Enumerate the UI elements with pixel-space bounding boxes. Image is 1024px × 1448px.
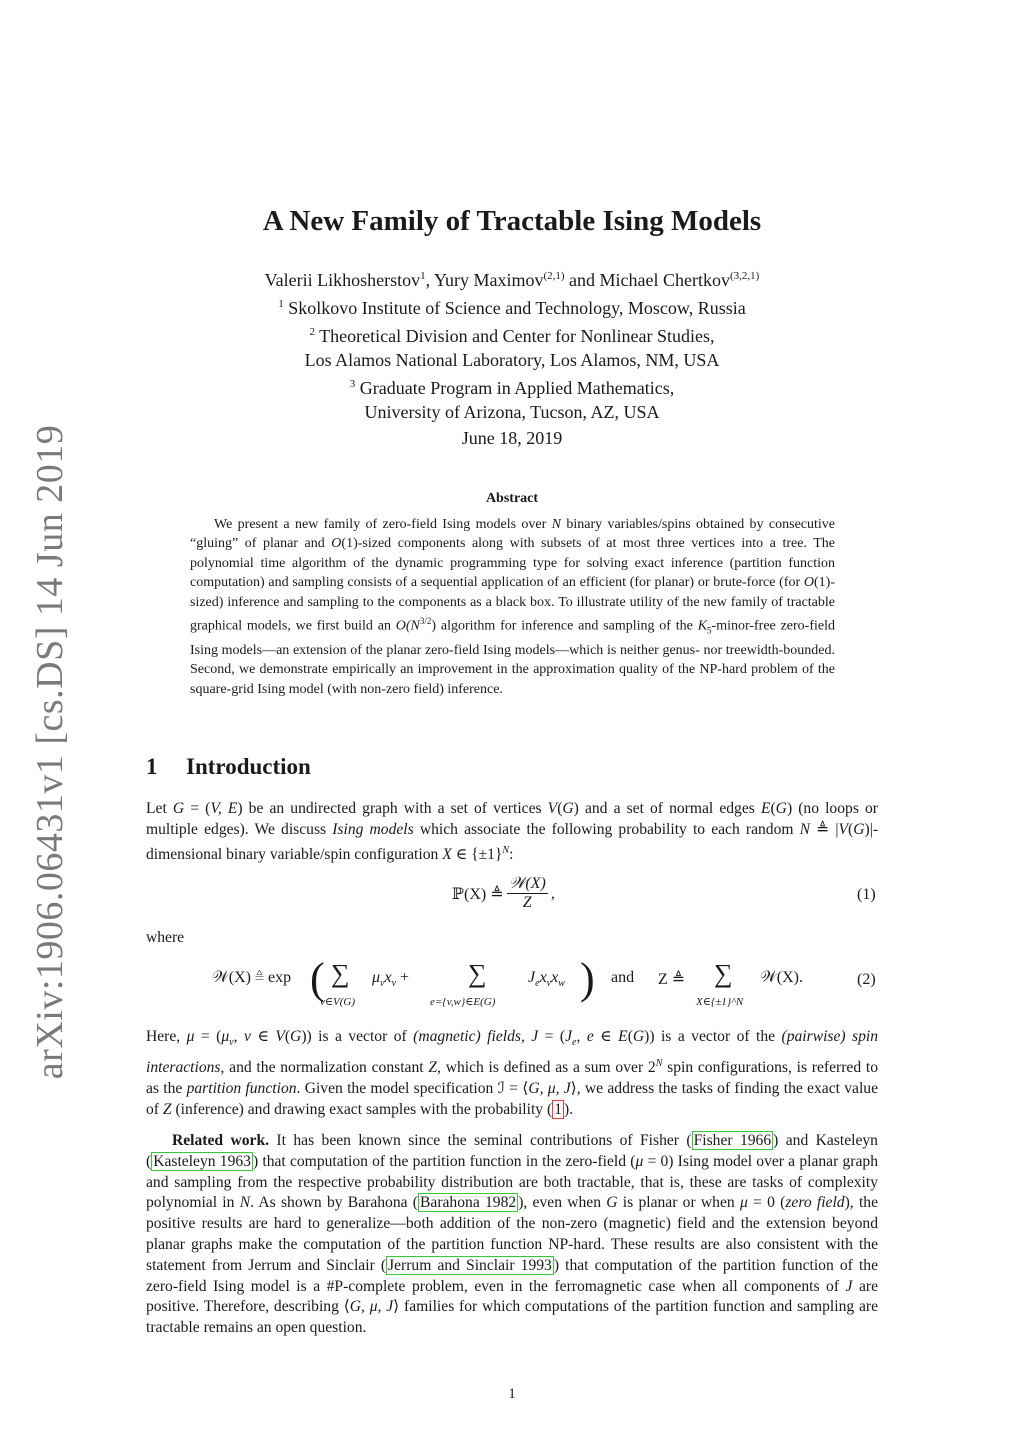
summation-subscript: e={v,w}∈E(G) — [430, 996, 496, 1008]
sum-term: 𝒲(X). — [760, 969, 803, 986]
author-affiliation-mark: 1 — [420, 270, 426, 282]
author-name: Valerii Likhosherstov — [264, 270, 421, 290]
abstract-text: (1)-sized) inference and sampling to the components as a black box. To illustrate utility of the new family of tractable graphical models, we first build an — [190, 575, 835, 634]
author-line — [0, 264, 1024, 292]
sum-term: $J_ex_vx_w$ — [528, 969, 565, 990]
left-parenthesis: ( — [310, 954, 325, 1003]
affiliation-3 — [0, 372, 1024, 400]
equation-2 — [212, 955, 852, 1013]
paper-title: A New Family of Tractable Ising Models — [262, 205, 762, 237]
arxiv-identifier-text: arXiv:1906.06431v1 [cs.DS] 14 Jun 2019 — [29, 424, 71, 1080]
intro-paragraph-2: Here, $\mu = (\mu_v$, v ∈ V(G)) is a vector of (magnetic) fields, $J = (J_e$, e ∈ E(G)) is a vector of the (pairwise) spin interactions, and the normalization constant Z, which is defined as a sum over $2^N$ spin configurations, is referred to as the partition function. Given the model specification ℐ = ⟨G, μ, J⟩, we address the tasks of finding the exact value of Z (inference) and drawing exact samples with the probability ( 1 ). — [146, 1028, 879, 1118]
abstract-text: algorithm for inference and sampling of the — [436, 618, 698, 634]
affiliation-1 — [0, 292, 1024, 320]
affiliation-2-line-2: Los Alamos National Laboratory, Los Alamos, NM, USA — [304, 350, 720, 370]
math-symbol: N — [551, 517, 561, 532]
affiliation-3-line-2: University of Arizona, Tucson, AZ, USA — [364, 402, 660, 422]
intro-paragraph-3: Related work. It has been known since the seminal contributions of Fisher ( Fisher 1966 ) and Kasteleyn ( Kasteleyn 1963 ) that computation of the partition function in the zero-field (μ = 0) Ising model over a planar graph and sampling from the respective probability distribution are both tractable, that is, these are tasks of complexity polynomial in N. As shown by Barahona ( Barahona 1982 ), even when G is planar or when μ = 0 (zero field), the positive results are hard to generalize—both addition of the non-zero (magnetic) field and the extension beyond planar graphs make the computation of the partition function NP-hard. These results are also consistent with the statement from Jerrum and Sinclair ( Jerrum and Sinclair 1993 ) that computation of the partition function of the zero-field Ising model is a #P-complete problem, even in the ferromagnetic case when all components of J are positive. Therefore, describing ⟨G, μ, J⟩ families for which computations of the partition function and sampling are tractable remains an open question. — [146, 1132, 879, 1337]
author-separator: , — [425, 270, 434, 290]
equation-reference-link[interactable]: 1 — [554, 1100, 562, 1118]
affiliation-2 — [0, 320, 1024, 348]
equation-number-1: (1) — [857, 886, 876, 903]
author-name: Michael Chertkov — [599, 270, 731, 290]
intro-paragraph-1: Let G = (V, E) be an undirected graph with a set of vertices V(G) and a set of normal edges E(G) (no loops or multiple edges). We discuss Ising models which associate the following probability to each random N ≜ |V(G)|-dimensional binary variable/spin configuration X ∈ $\{\pm 1\}^N$: — [146, 800, 879, 863]
author-affiliation-mark: (2,1) — [543, 270, 565, 282]
abstract-text: (1)-sized components along with subsets of at most three vertices into a tree. The polynomial time algorithm of the dynamic programming type for solving exact inference (partition function computation) and sampling consists of a sequential application of an efficient (for planar) or brute-force (for — [190, 536, 836, 591]
math-symbol: K — [697, 618, 708, 634]
author-name: Yury Maximov — [433, 270, 544, 290]
equation-z: Z ≜ — [658, 971, 686, 988]
equation-and: and — [611, 969, 635, 986]
affiliation-text: Theoretical Division and Center for Nonlinear Studies, — [319, 326, 715, 346]
section-heading — [146, 754, 311, 780]
summation-subscript: X∈{±1}^N — [696, 996, 744, 1008]
author-affiliation-mark: (3,2,1) — [730, 270, 760, 282]
affiliation-text: Graduate Program in Applied Mathematics, — [359, 378, 675, 398]
equation-fraction — [507, 875, 548, 912]
summation-symbol: ∑ — [714, 959, 733, 988]
sum-term: $\mu_vx_v$ + — [372, 969, 410, 990]
publication-date: June 18, 2019 — [461, 428, 563, 448]
citation-link[interactable]: Barahona 1982 — [420, 1194, 517, 1212]
paragraph-lead: Related work. — [172, 1132, 270, 1149]
fraction-denominator: Z — [522, 894, 532, 911]
section-number: 1 — [146, 754, 158, 779]
author-separator: and — [564, 270, 600, 290]
math-exponent: 3/2 — [419, 616, 432, 627]
math-symbol: O(N — [395, 618, 420, 634]
affiliation-mark: 3 — [349, 378, 356, 390]
fraction-numerator: 𝒲(X) — [508, 875, 546, 892]
citation-link[interactable]: Jerrum and Sinclair 1993 — [388, 1256, 552, 1274]
equation-1 — [452, 875, 555, 912]
math-symbol: ) — [431, 618, 437, 634]
right-parenthesis: ) — [580, 954, 595, 1003]
equation-number-2: (2) — [857, 971, 876, 988]
summation-subscript: v∈V(G) — [320, 996, 356, 1008]
page-number: 1 — [508, 1386, 516, 1402]
equation-lhs: 𝒲(X) ≜ exp — [212, 969, 292, 986]
equation-tail: , — [550, 884, 555, 902]
abstract-text: We present a new family of zero-field Ising models over — [214, 517, 552, 532]
equation-lhs: ℙ(X) ≜ — [452, 885, 504, 903]
where-label: where — [146, 929, 185, 946]
section-title: Introduction — [186, 754, 311, 779]
affiliation-mark: 2 — [309, 326, 315, 338]
abstract-text: -minor-free zero-field Ising models—an extension of the planar zero-field Ising models—which is neither genus- nor treewidth-bounded. Second, we demonstrate empirically an improvement in the approximation quality of the NP-hard problem of the square-grid Ising model (with non-zero field) inference. — [190, 618, 835, 697]
summation-symbol: ∑ — [331, 959, 350, 988]
author-block — [0, 264, 1024, 424]
abstract-body — [190, 515, 835, 699]
math-symbol: O — [803, 575, 814, 591]
math-subscript: 5 — [707, 625, 712, 636]
affiliation-text: Skolkovo Institute of Science and Technology, Moscow, Russia — [288, 298, 746, 318]
abstract-heading: Abstract — [485, 491, 539, 506]
citation-link[interactable]: Kasteleyn 1963 — [153, 1152, 251, 1170]
summation-symbol: ∑ — [468, 959, 487, 988]
affiliation-mark: 1 — [278, 298, 284, 310]
math-symbol: O — [331, 536, 342, 552]
citation-link[interactable]: Fisher 1966 — [693, 1132, 772, 1149]
abstract-text: binary variables/spins obtained by consecutive “gluing” of planar and — [190, 517, 835, 552]
